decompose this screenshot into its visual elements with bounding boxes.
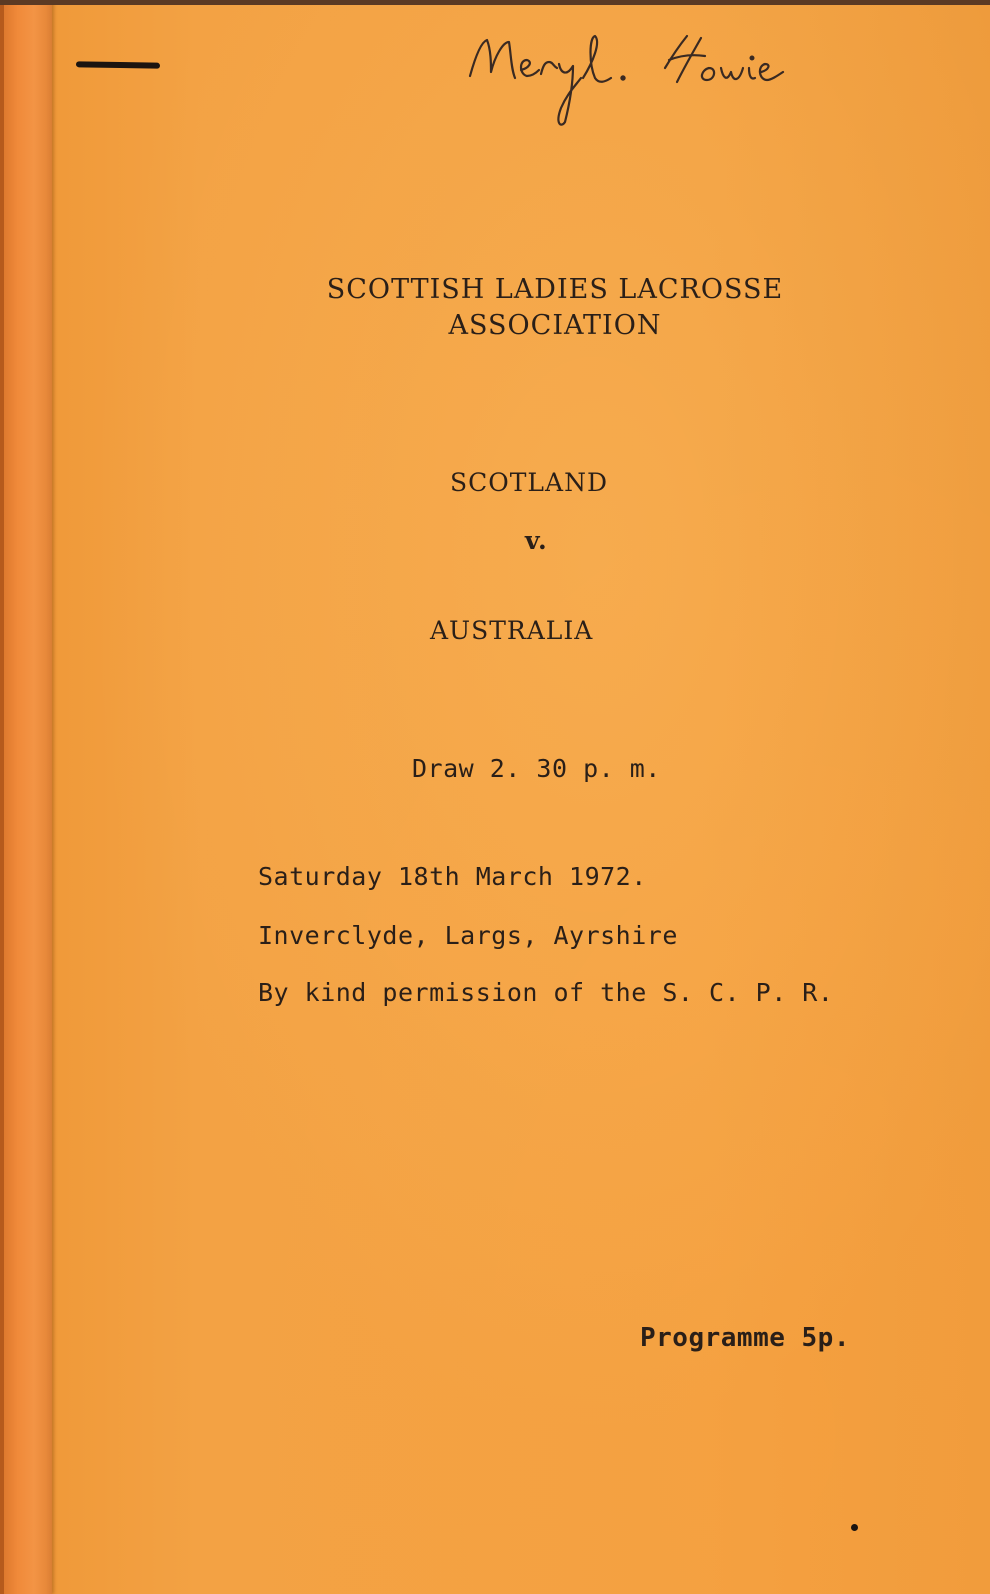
- home-team: SCOTLAND: [450, 468, 608, 497]
- away-team: AUSTRALIA: [430, 616, 594, 645]
- heading-line-1: SCOTTISH LADIES LACROSSE: [326, 274, 784, 305]
- top-edge: [0, 0, 990, 5]
- ink-speck: [851, 1524, 858, 1531]
- permission-note: By kind permission of the S. C. P. R.: [258, 978, 834, 1007]
- match-date: Saturday 18th March 1972.: [258, 862, 647, 891]
- handwritten-signature: [465, 28, 865, 138]
- spine-edge: [0, 0, 4, 1594]
- binding-spine: [0, 0, 52, 1594]
- programme-price: Programme 5p.: [640, 1323, 850, 1353]
- versus-label: v.: [525, 526, 548, 555]
- heading-line-2: ASSOCIATION: [448, 310, 662, 341]
- match-venue: Inverclyde, Largs, Ayrshire: [258, 921, 678, 950]
- association-heading: [270, 272, 840, 344]
- draw-time: Draw 2. 30 p. m.: [412, 754, 661, 783]
- ink-dash-mark: [76, 61, 160, 68]
